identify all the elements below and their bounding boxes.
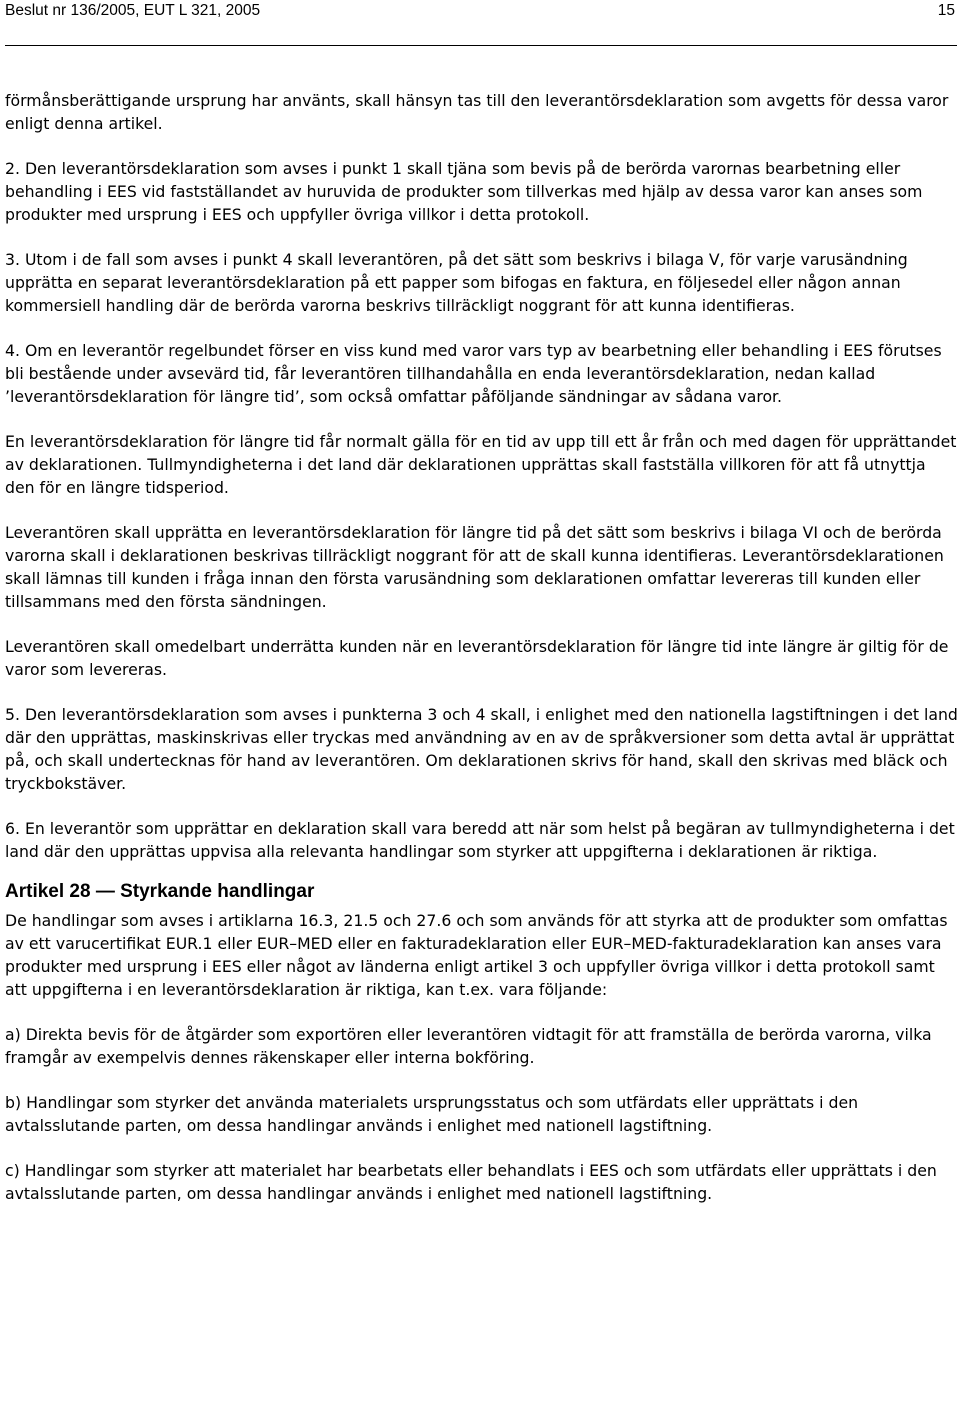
article-paragraph: De handlingar som avses i artiklarna 16.3, 21.5 och 27.6 och som används för att styrka att de produkter som omfattas av ett varucertifikat EUR.1 eller EUR–MED eller en fakturadeklaration eller EUR–MED-fakturadeklaration kan anses vara produkter med ursprung i EES eller något av länderna enligt artikel 3 och uppfyller övriga villkor i detta protokoll samt att uppgifterna i en leverantörsdeklaration är riktiga, kan t.ex. vara följande: bbox=[5, 911, 948, 999]
document-reference: Beslut nr 136/2005, EUT L 321, 2005 bbox=[5, 2, 261, 19]
body-paragraph: 3. Utom i de fall som avses i punkt 4 skall leverantören, på det sätt som beskrivs i bilaga V, för varje varusändning upprätta en separat leverantörsdeklaration på ett papper som bifogas en faktura, en följesedel eller någon annan kommersiell handling där de berörda varorna beskrivs tillräckligt noggrant för att kunna identifieras. bbox=[5, 250, 908, 315]
header-divider bbox=[5, 45, 957, 46]
body-paragraph: Leverantören skall upprätta en leverantörsdeklaration för längre tid på det sätt som beskrivs i bilaga VI och de berörda varorna skall i deklarationen beskrivas tillräckligt noggrant för att de skall kunna identifieras. Leverantörsdeklarationen skall lämnas till kunden i fråga innan den första varusändning som deklarationen omfattar levereras till kunden eller tillsammans med den första sändningen. bbox=[5, 523, 944, 611]
article-paragraph: c) Handlingar som styrker att materialet har bearbetats eller behandlats i EES och som utfärdats eller upprättats i den avtalsslutande parten, om dessa handlingar används i enlighet med nationell lagstiftning. bbox=[5, 1161, 937, 1203]
body-paragraph: 6. En leverantör som upprättar en deklaration skall vara beredd att när som helst på begäran av tullmyndigheterna i det land där den upprättas uppvisa alla relevanta handlingar som styrker att uppgifterna i deklarationen är riktiga. bbox=[5, 819, 955, 861]
body-paragraph: 5. Den leverantörsdeklaration som avses i punkterna 3 och 4 skall, i enlighet med den nationella lagstiftningen i det land där den upprättas, maskinskrivas eller tryckas med användning av en av de språkversioner som detta avtal är upprättat på, och skall undertecknas för hand av leverantören. Om deklarationen skrivs för hand, skall den skrivas med bläck och tryckbokstäver. bbox=[5, 705, 958, 793]
body-paragraph: 4. Om en leverantör regelbundet förser en viss kund med varor vars typ av bearbetning eller behandling i EES förutses bli bestående under avsevärd tid, får leverantören tillhandahålla en enda leverantörsdeklaration, nedan kallad ’leverantörsdeklaration för längre tid’, som också omfattar påföljande sändningar av sådana varor. bbox=[5, 341, 942, 406]
body-paragraph: förmånsberättigande ursprung har använts, skall hänsyn tas till den leverantörsdeklaration som avgetts för dessa varor enligt denna artikel. bbox=[5, 91, 949, 133]
page-header bbox=[5, 2, 957, 26]
article-paragraph: b) Handlingar som styrker det använda materialets ursprungsstatus och som utfärdats eller upprättats i den avtalsslutande parten, om dessa handlingar används i enlighet med nationell lagstiftning. bbox=[5, 1093, 859, 1135]
body-paragraph: Leverantören skall omedelbart underrätta kunden när en leverantörsdeklaration för längre tid inte längre är giltig för de varor som levereras. bbox=[5, 637, 949, 679]
article-heading: Artikel 28 — Styrkande handlingar bbox=[5, 881, 315, 902]
body-paragraph: 2. Den leverantörsdeklaration som avses i punkt 1 skall tjäna som bevis på de berörda varornas bearbetning eller behandling i EES vid fastställandet av huruvida de produkter som tillverkas med hjälp av dessa varor kan anses som produkter med ursprung i EES och uppfyller övriga villkor i detta protokoll. bbox=[5, 159, 923, 224]
article-paragraph: a) Direkta bevis för de åtgärder som exportören eller leverantören vidtagit för att framställa de berörda varorna, vilka framgår av exempelvis dennes räkenskaper eller interna bokföring. bbox=[5, 1025, 932, 1067]
body-paragraph: En leverantörsdeklaration för längre tid får normalt gälla för en tid av upp till ett år från och med dagen för upprättandet av deklarationen. Tullmyndigheterna i det land där deklarationen upprättas skall fastställa villkoren för att få utnyttja den för en längre tidsperiod. bbox=[5, 432, 957, 497]
document-body bbox=[5, 89, 960, 1227]
page-number: 15 bbox=[937, 2, 955, 19]
